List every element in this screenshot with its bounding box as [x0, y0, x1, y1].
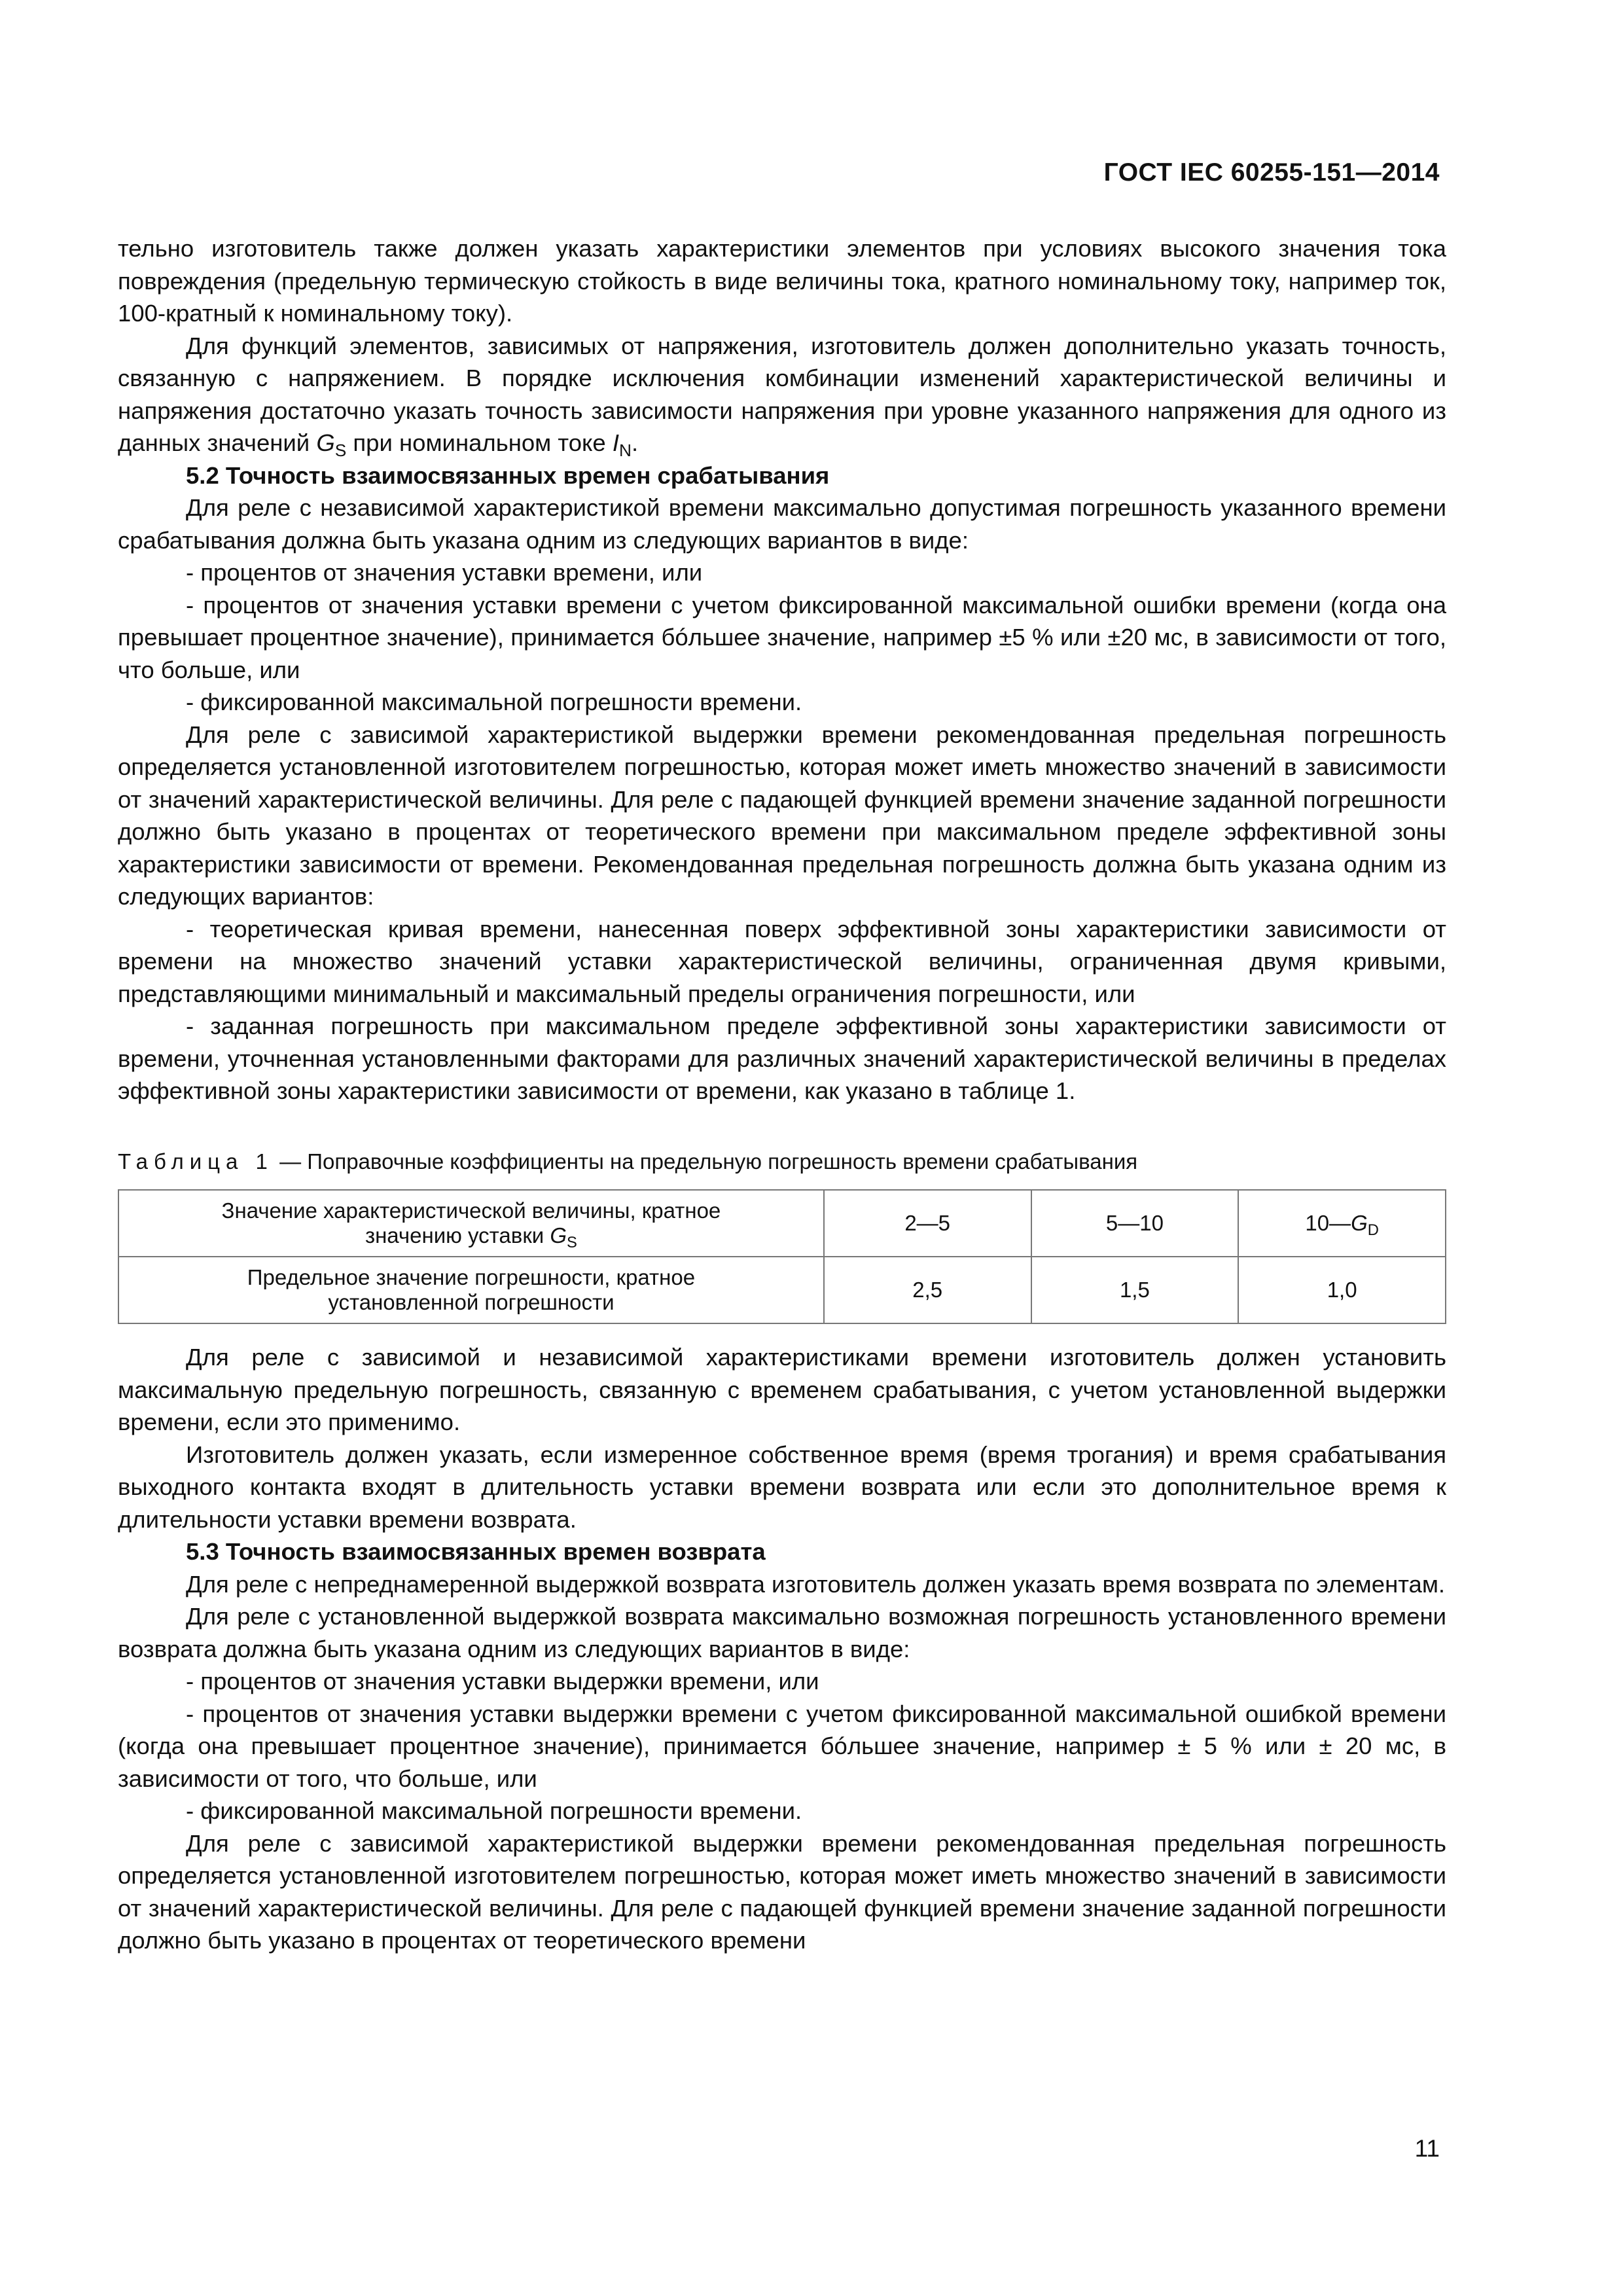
- subscript: D: [1367, 1221, 1379, 1240]
- correction-factor-table: [118, 1189, 1446, 1324]
- subscript: S: [567, 1234, 577, 1252]
- list-item: - теоретическая кривая времени, нанесенная поверх эффективной зоны характеристики зависимости от времени на множество значений уставки характеристической величины, ограниченная двумя кривыми, представляющими минимальный и максимальный пределы ограничения погрешности, или: [118, 915, 1446, 1007]
- symbol-g: G: [1351, 1211, 1368, 1235]
- cell-text: значению уставки: [365, 1223, 550, 1247]
- cell-text: установленной погрешности: [328, 1290, 615, 1314]
- paragraph: Для реле с зависимой и независимой характеристиками времени изготовитель должен установить максимальную предельную погрешность, связанную с временем срабатывания, с учетом установленной выдержки времени, если это применимо.: [118, 1344, 1446, 1435]
- paragraph: Изготовитель должен указать, если измеренное собственное время (время трогания) и время срабатывания выходного контакта входят в длительность уставки времени возврата или если это дополнительное время к длительности уставки времени возврата.: [118, 1441, 1446, 1533]
- paragraph: тельно изготовитель также должен указать характеристики элементов при условиях высокого значения тока повреждения (предельную термическую стойкость в виде величины тока, кратного номинальному току, например ток, 100-кратный к номинальному току).: [118, 235, 1446, 327]
- section-heading-5-2: 5.2 Точность взаимосвязанных времен срабатывания: [186, 461, 830, 489]
- table-caption-label: Таблица 1: [118, 1149, 274, 1174]
- paragraph-text: при номинальном токе: [346, 429, 613, 456]
- table-cell: 5—10: [1031, 1190, 1239, 1257]
- paragraph: Для реле с зависимой характеристикой выдержки времени рекомендованная предельная погрешность определяется установленной изготовителем погрешностью, которая может иметь множество значений в зависимости от значений характеристической величины. Для реле с падающей функцией времени значение заданной погрешности должно быть указано в процентах от теоретического времени: [118, 1829, 1446, 1954]
- table-cell: 1,0: [1238, 1257, 1446, 1323]
- table-caption-text: — Поправочные коэффициенты на предельную погрешность времени срабатывания: [273, 1149, 1138, 1174]
- table-cell: 1,5: [1031, 1257, 1239, 1323]
- list-item: - процентов от значения уставки времени с учетом фиксированной максимальной ошибки времени (когда она превышает процентное значение), принимается бóльшее значение, например ±5 % или ±20 мс, в зависимости от того, что больше, или: [118, 591, 1446, 683]
- paragraph-text: .: [631, 429, 639, 456]
- cell-text: 10—: [1305, 1211, 1351, 1235]
- subscript: N: [618, 440, 632, 460]
- symbol-g: G: [316, 429, 335, 456]
- table-cell: [118, 1257, 824, 1323]
- page-number: 11: [1414, 2135, 1440, 2162]
- section-heading-5-3: 5.3 Точность взаимосвязанных времен возврата: [186, 1538, 766, 1565]
- table-row: [118, 1190, 1446, 1257]
- list-item: - фиксированной максимальной погрешности времени.: [186, 689, 802, 715]
- document-header: ГОСТ IEC 60255-151—2014: [1103, 158, 1440, 187]
- table-cell: 2—5: [824, 1190, 1031, 1257]
- list-item: - процентов от значения уставки выдержки времени, или: [186, 1668, 819, 1695]
- paragraph: Для реле с установленной выдержкой возврата максимально возможная погрешность установленного времени возврата должна быть указана одним из следующих вариантов в виде:: [118, 1603, 1446, 1662]
- symbol-i: I: [612, 429, 619, 456]
- paragraph: Для реле с зависимой характеристикой выдержки времени рекомендованная предельная погрешность определяется установленной изготовителем погрешностью, которая может иметь множество значений в зависимости от значений характеристической величины. Для реле с падающей функцией времени значение заданной погрешности должно быть указано в процентах от теоретического времени при максимальном пределе эффективной зоны характеристики зависимости от времени. Рекомендованная предельная погрешность должна быть указана одним из следующих вариантов:: [118, 721, 1446, 910]
- table-row: [118, 1257, 1446, 1323]
- table-caption: [118, 1145, 1446, 1178]
- list-item: - фиксированной максимальной погрешности времени.: [186, 1797, 802, 1824]
- document-body: [118, 232, 1446, 1957]
- paragraph: [118, 330, 1446, 459]
- subscript: S: [334, 440, 347, 460]
- list-item: - процентов от значения уставки времени, или: [186, 559, 703, 586]
- paragraph: Для реле с непреднамеренной выдержкой возврата изготовитель должен указать время возврата по элементам.: [186, 1570, 1446, 1598]
- table-cell: [118, 1190, 824, 1257]
- table-cell: [1238, 1190, 1446, 1257]
- cell-text: Предельное значение погрешности, кратное: [247, 1265, 696, 1289]
- paragraph-text: Для функций элементов, зависимых от напряжения, изготовитель должен дополнительно указать точность, связанную с напряжением. В порядке исключения комбинации изменений характеристической величины и напряжения достаточно указать точность зависимости напряжения при уровне указанного напряжения для одного из данных значений: [118, 332, 1446, 456]
- table-cell: 2,5: [824, 1257, 1031, 1323]
- list-item: - процентов от значения уставки выдержки времени с учетом фиксированной максимальной ошибкой времени (когда она превышает процентное значение), принимается бóльшее значение, например ± 5 % или ± 20 мс, в зависимости от того, что больше, или: [118, 1700, 1446, 1792]
- list-item: - заданная погрешность при максимальном пределе эффективной зоны характеристики зависимости от времени, уточненная установленными факторами для различных значений характеристической величины в пределах эффективной зоны характеристики зависимости от времени, как указано в таблице 1.: [118, 1013, 1446, 1104]
- cell-text: Значение характеристической величины, кратное: [221, 1198, 721, 1223]
- paragraph: Для реле с независимой характеристикой времени максимально допустимая погрешность указанного времени срабатывания должна быть указана одним из следующих вариантов в виде:: [118, 494, 1446, 554]
- symbol-g: G: [550, 1223, 567, 1247]
